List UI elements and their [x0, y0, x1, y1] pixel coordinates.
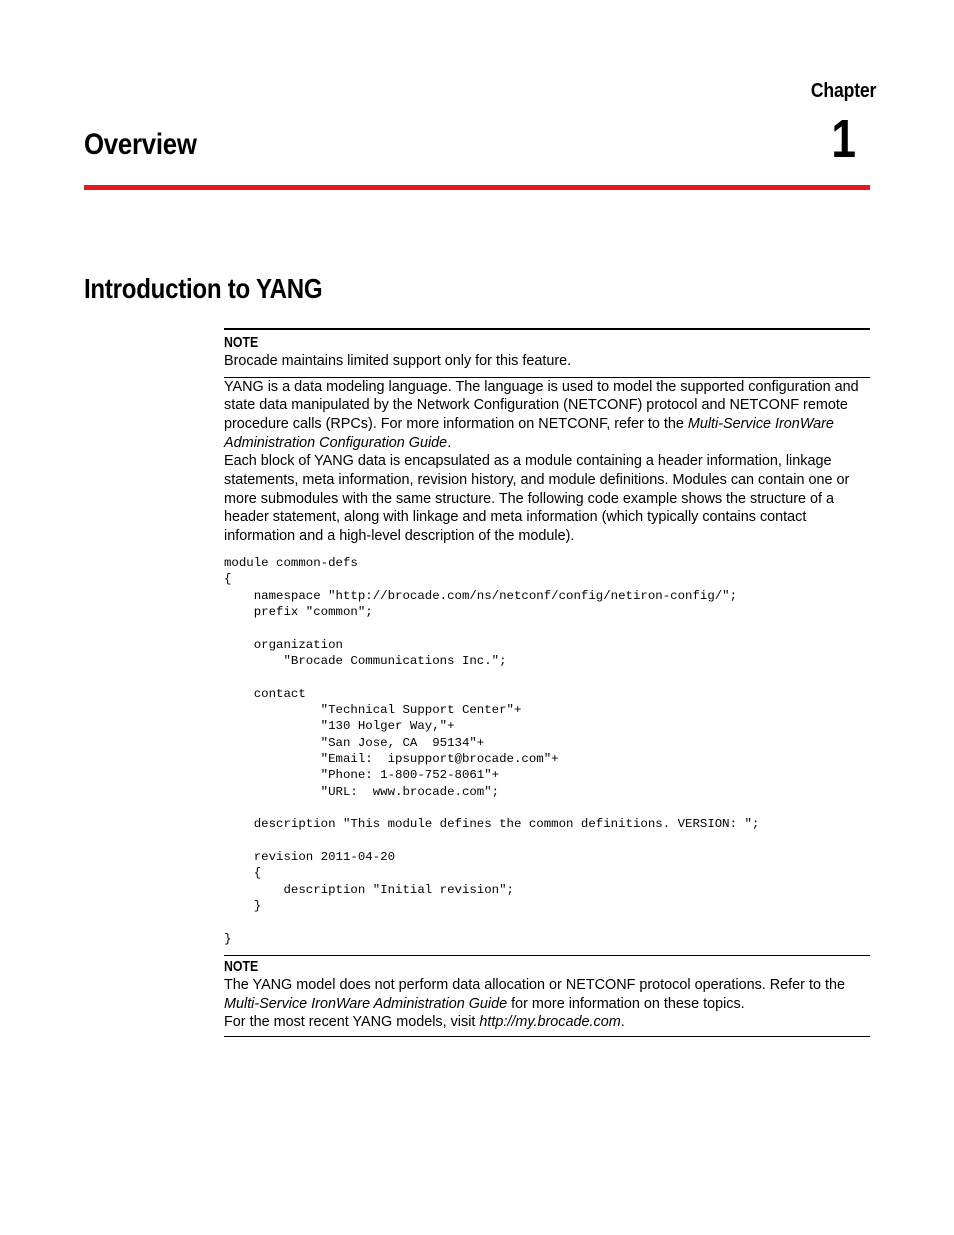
- note-heading: NOTE: [224, 334, 259, 351]
- link-url[interactable]: http://my.brocade.com: [479, 1014, 621, 1031]
- note-box: [224, 955, 870, 1037]
- paragraph-modules: Each block of YANG data is encapsulated as a module containing a header information, linkage statements, meta information, revision history, and module definitions. Modules can contain one or more submodules with the same structure. The following code example shows the structure of a header statement, along with linkage and meta information (which typically contains contact information and a high-level description of the module).: [224, 453, 850, 545]
- note-text: Brocade maintains limited support only for this feature.: [224, 353, 572, 369]
- chapter-title: Overview: [84, 128, 197, 161]
- chapter-label: Chapter: [810, 80, 876, 102]
- paragraph-intro: YANG is a data modeling language. The language is used to model the supported configuration and state data manipulated by the Network Configuration (NETCONF) protocol and NETCONF remote procedure calls (RPCs). For more information on NETCONF, refer to the Multi-Service IronWare Administration Configuration Guide.: [224, 378, 859, 451]
- code-example: module common-defs { namespace "http://brocade.com/ns/netconf/config/netiron-config/"; prefix "common"; organization "Brocade Communications Inc."; contact "Technical Support Center"+ "130 Holger Way,"+ "San Jose, CA 95134"+ "Email: ipsupport@brocade.com"+ "Phone: 1-800-752-8061"+ "URL: www.brocade.com"; description "This module defines the common definitions. VERSION: "; revision 2011-04-20 { description "Initial revision"; } }: [224, 555, 760, 946]
- chapter-number: 1: [831, 109, 856, 169]
- chapter-divider: [84, 185, 870, 190]
- guide-reference: Multi-Service IronWare Administration Configuration Guide: [224, 415, 834, 451]
- note-heading: NOTE: [224, 958, 259, 976]
- section-title: Introduction to YANG: [84, 273, 323, 304]
- guide-reference: Multi-Service IronWare Administration Guide: [224, 995, 508, 1012]
- note-box: [224, 328, 870, 378]
- note-text: For the most recent YANG models, visit http://my.brocade.com.: [224, 1014, 625, 1031]
- section-content: [224, 328, 870, 1037]
- note-text: The YANG model does not perform data allocation or NETCONF protocol operations. Refer to the Multi-Service IronWare Administration Guide for more information on these topics.: [224, 977, 845, 1012]
